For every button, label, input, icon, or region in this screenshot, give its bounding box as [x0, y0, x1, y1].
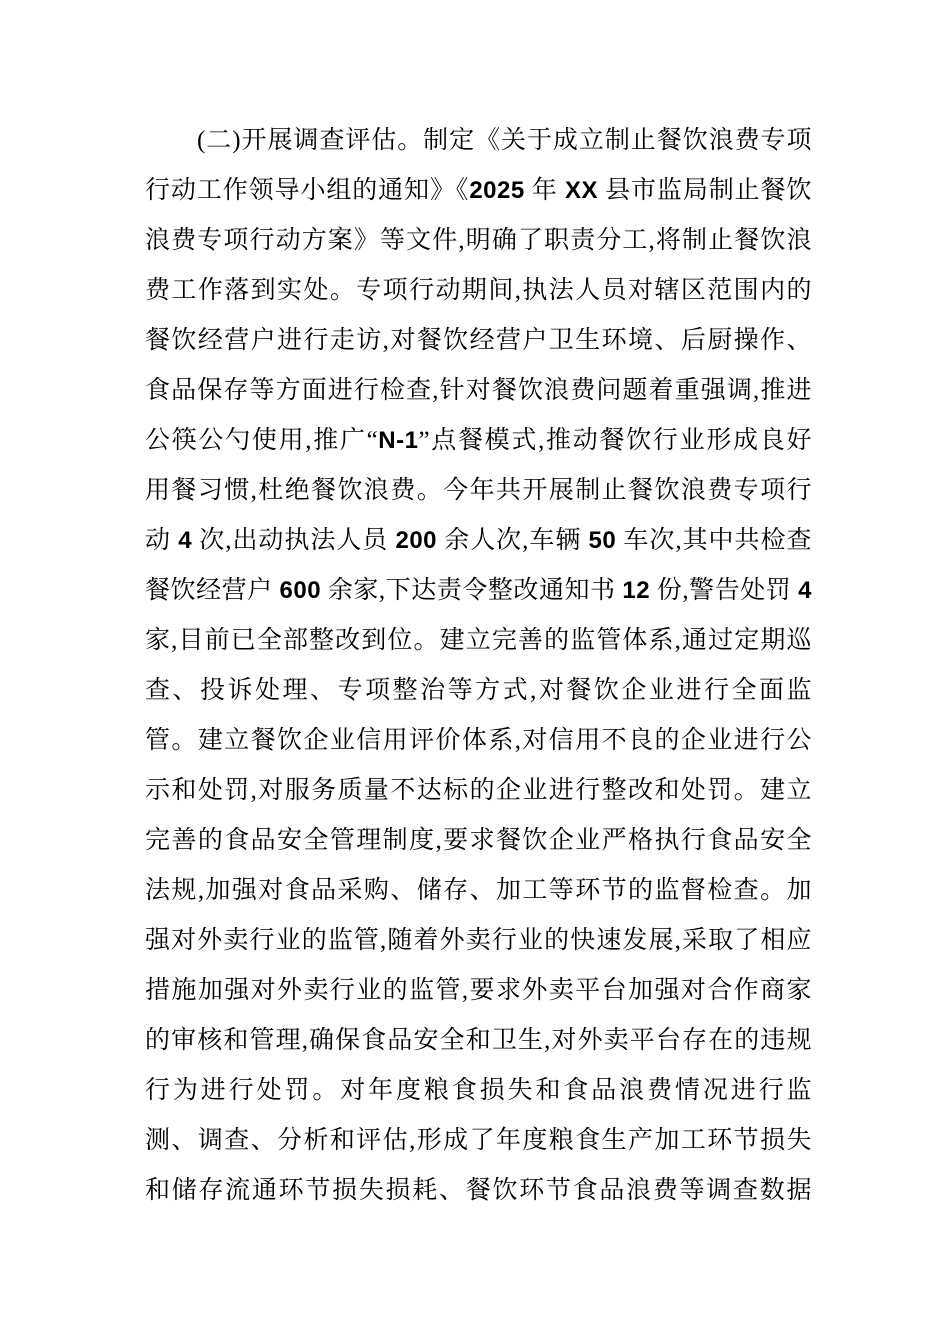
text-line: 完善的食品安全管理制度,要求餐饮企业严格执行食品安全	[145, 827, 812, 854]
latin-text: 2025	[469, 177, 525, 204]
text-line: 家,目前已全部整改到位。建立完善的监管体系,通过定期巡	[145, 627, 812, 654]
latin-text: 200	[395, 527, 438, 554]
text-line: 的审核和管理,确保食品安全和卫生,对外卖平台存在的违规	[145, 1027, 812, 1054]
text-line: 示和处罚,对服务质量不达标的企业进行整改和处罚。建立	[145, 777, 812, 804]
latin-text: 50	[588, 527, 617, 554]
text-line: 动 4 次,出动执法人员 200 余人次,车辆 50 车次,其中共检查	[145, 527, 812, 554]
text-line: 食品保存等方面进行检查,针对餐饮浪费问题着重强调,推进	[145, 377, 812, 404]
text-line: 行动工作领导小组的通知》《2025 年 XX 县市监局制止餐饮	[145, 177, 812, 204]
latin-text: 4	[178, 527, 193, 554]
latin-text: N-1	[378, 427, 419, 454]
latin-text: 4	[798, 577, 812, 604]
text-line: 措施加强对外卖行业的监管,要求外卖平台加强对合作商家	[145, 977, 812, 1004]
text-line: 和储存流通环节损失损耗、餐饮环节食品浪费等调查数据	[145, 1177, 812, 1204]
text-line: 餐饮经营户进行走访,对餐饮经营户卫生环境、后厨操作、	[145, 327, 812, 354]
text-line: 查、投诉处理、专项整治等方式,对餐饮企业进行全面监	[145, 677, 812, 704]
latin-text: 12	[622, 577, 651, 604]
text-line: 管。建立餐饮企业信用评价体系,对信用不良的企业进行公	[145, 727, 812, 754]
body-paragraph	[145, 116, 812, 1216]
text-line: 强对外卖行业的监管,随着外卖行业的快速发展,采取了相应	[145, 927, 812, 954]
text-line: 行为进行处罚。对年度粮食损失和食品浪费情况进行监	[145, 1077, 812, 1104]
latin-text: XX	[564, 177, 598, 204]
text-line: (二)开展调查评估。制定《关于成立制止餐饮浪费专项	[197, 127, 812, 154]
text-line: 测、调查、分析和评估,形成了年度粮食生产加工环节损失	[145, 1127, 812, 1154]
text-line: 浪费专项行动方案》等文件,明确了职责分工,将制止餐饮浪	[145, 227, 812, 254]
text-line: 公筷公勺使用,推广“N-1”点餐模式,推动餐饮行业形成良好	[145, 427, 812, 454]
text-line: 法规,加强对食品采购、储存、加工等环节的监督检查。加	[145, 877, 812, 904]
latin-text: 600	[279, 577, 322, 604]
text-line: 费工作落到实处。专项行动期间,执法人员对辖区范围内的	[145, 277, 812, 304]
text-line: 餐饮经营户 600 余家,下达责令整改通知书 12 份,警告处罚 4	[145, 577, 812, 604]
text-line: 用餐习惯,杜绝餐饮浪费。今年共开展制止餐饮浪费专项行	[145, 477, 812, 504]
